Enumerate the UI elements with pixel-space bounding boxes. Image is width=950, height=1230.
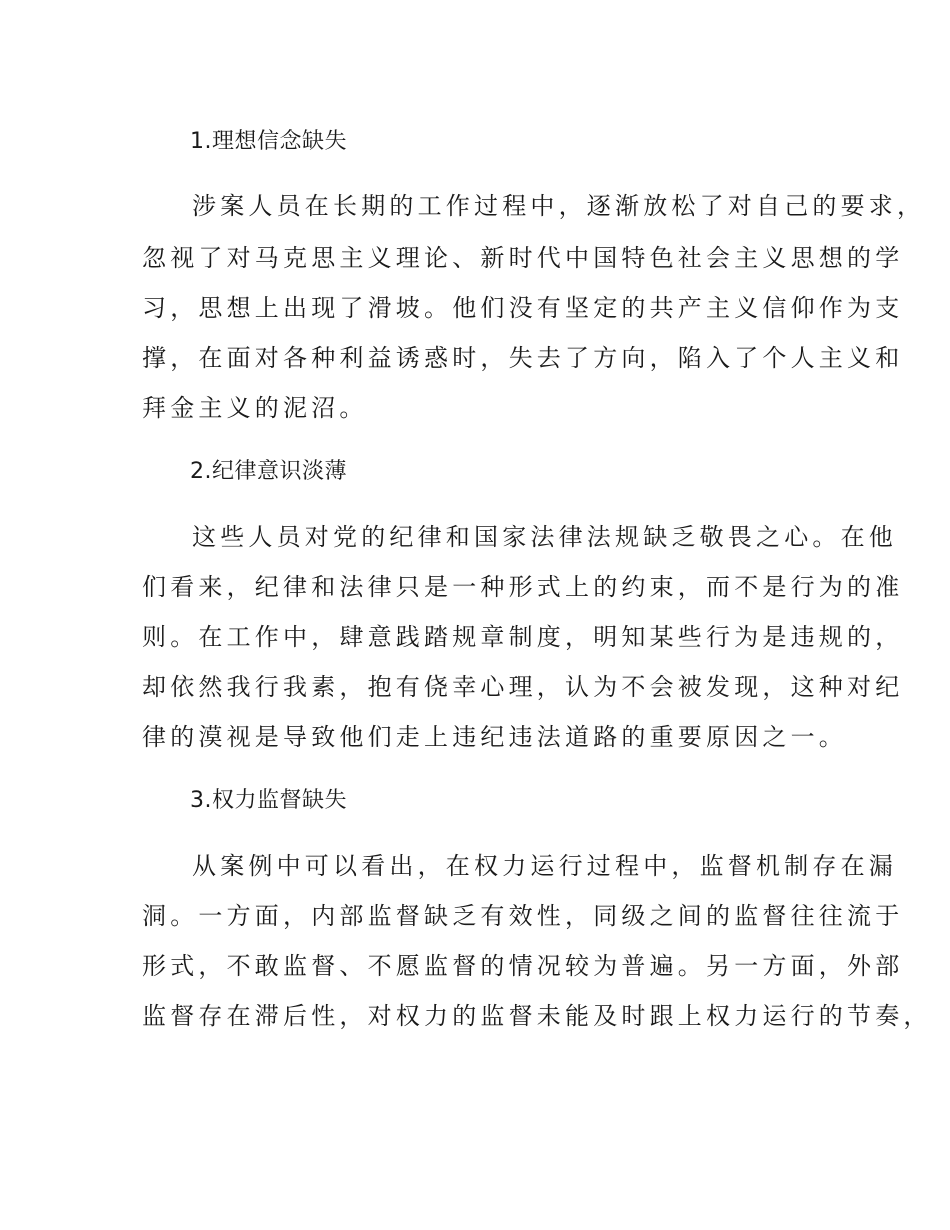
paragraph-line: 这些人员对党的纪律和国家法律法规缺乏敬畏之心。在他	[192, 523, 897, 551]
paragraph-line: 监督存在滞后性，对权力的监督未能及时跟上权力运行的节奏，	[142, 1002, 932, 1030]
paragraph-line: 们看来，纪律和法律只是一种形式上的约束，而不是行为的准	[142, 573, 904, 601]
paragraph-line: 则。在工作中，肆意践踏规章制度，明知某些行为是违规的，	[142, 623, 904, 651]
section-heading-2: 2.纪律意识淡薄	[190, 459, 347, 484]
paragraph-line: 洞。一方面，内部监督缺乏有效性，同级之间的监督往往流于	[142, 902, 904, 930]
paragraph-line: 拜金主义的泥沼。	[142, 394, 368, 422]
paragraph-line: 习，思想上出现了滑坡。他们没有坚定的共产主义信仰作为支	[142, 294, 904, 322]
section-heading-1: 1.理想信念缺失	[190, 129, 347, 154]
paragraph-line: 律的漠视是导致他们走上违纪违法道路的重要原因之一。	[142, 723, 847, 751]
paragraph-line: 却依然我行我素，抱有侥幸心理，认为不会被发现，这种对纪	[142, 673, 904, 701]
paragraph-line: 涉案人员在长期的工作过程中，逐渐放松了对自己的要求，	[192, 192, 926, 220]
paragraph-line: 撑，在面对各种利益诱惑时，失去了方向，陷入了个人主义和	[142, 344, 904, 372]
section-heading-3: 3.权力监督缺失	[190, 788, 347, 813]
paragraph-line: 从案例中可以看出，在权力运行过程中，监督机制存在漏	[192, 852, 897, 880]
paragraph-line: 形式，不敢监督、不愿监督的情况较为普遍。另一方面，外部	[142, 952, 904, 980]
paragraph-line: 忽视了对马克思主义理论、新时代中国特色社会主义思想的学	[142, 244, 904, 272]
